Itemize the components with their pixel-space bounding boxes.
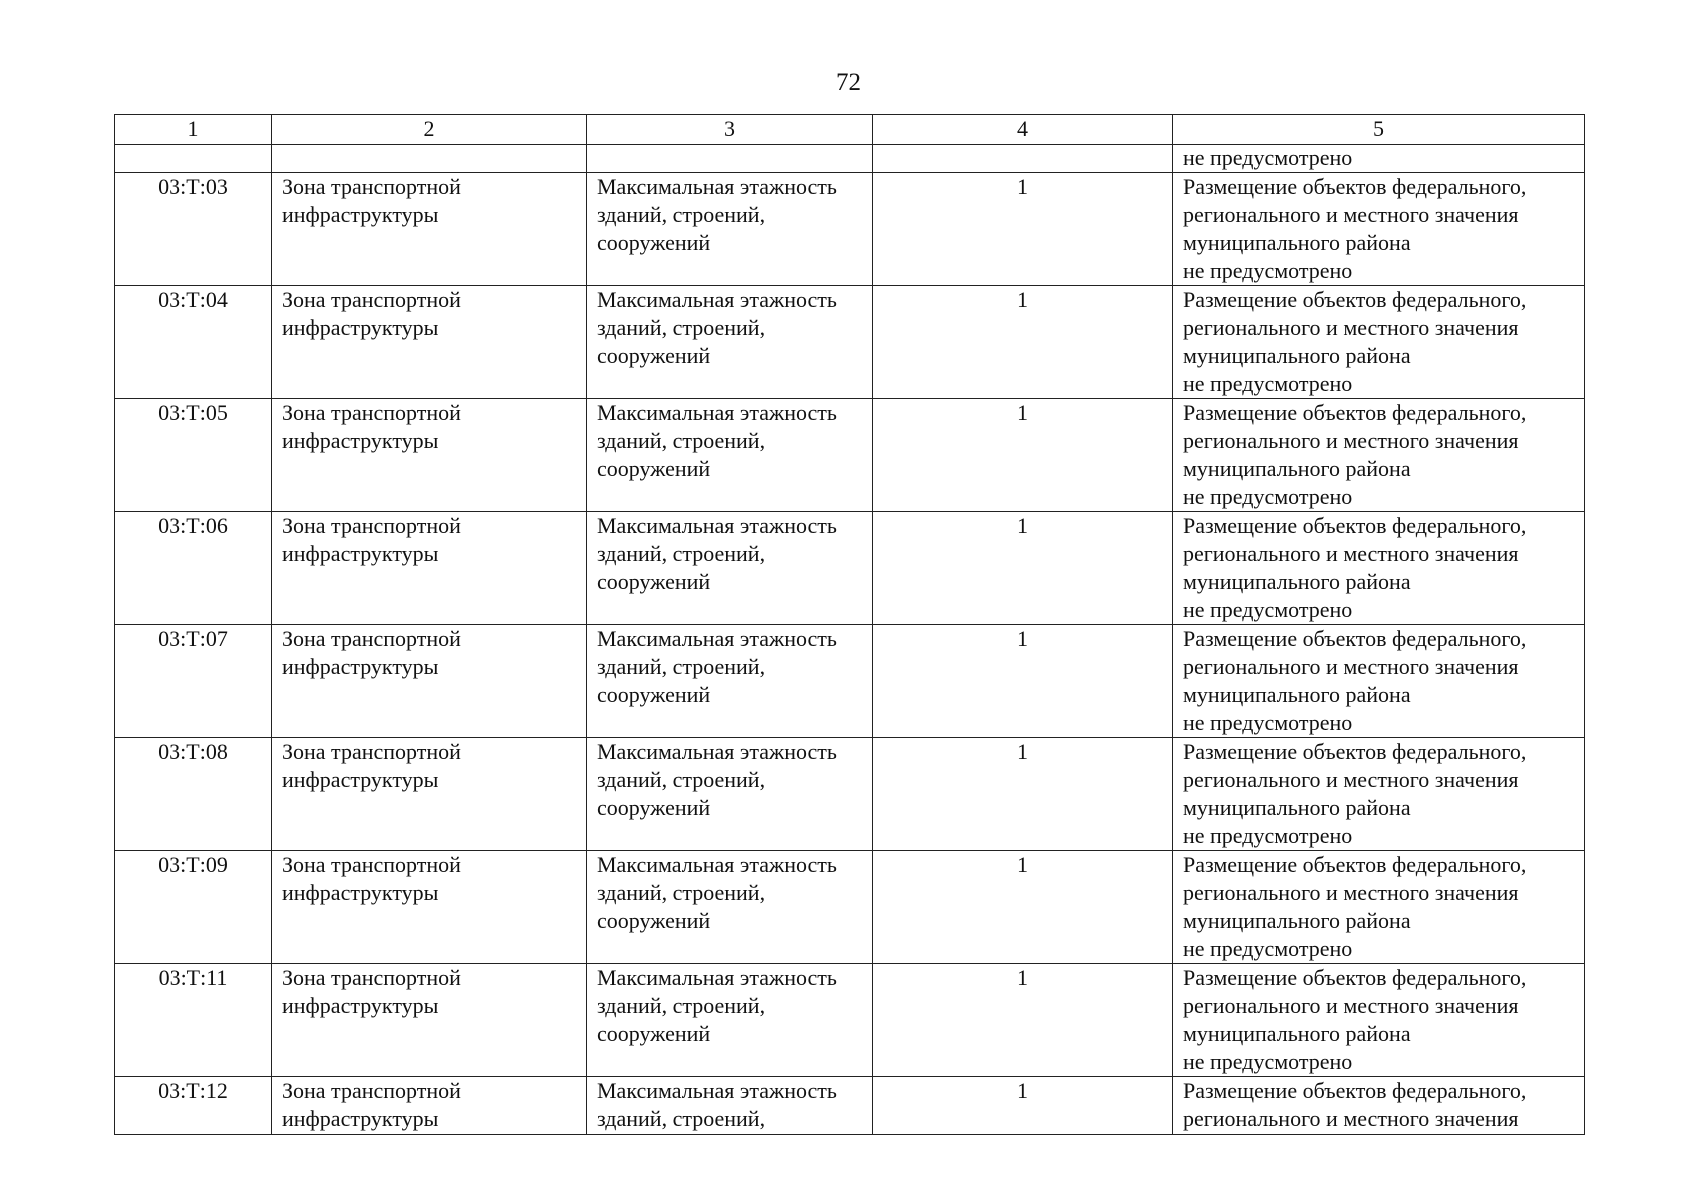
zone-name-line: Зона транспортной [282, 287, 461, 312]
parameter-line: Максимальная этажность [597, 174, 837, 199]
zone-name-line: Зона транспортной [282, 174, 461, 199]
header-cell: 4 [873, 115, 1173, 145]
parameter-cell [587, 625, 873, 738]
value-cell [873, 738, 1173, 851]
table-row [115, 625, 1585, 738]
zone-code-cell [115, 851, 272, 964]
parameter-line: сооружений [597, 908, 711, 933]
parameter-value: 1 [1017, 513, 1028, 538]
parameter-line: зданий, строений, [597, 315, 766, 340]
zone-code-cell [115, 286, 272, 399]
parameter-value: 1 [1017, 1078, 1028, 1103]
zone-name-line: инфраструктуры [282, 202, 439, 227]
note-line: не предусмотрено [1183, 710, 1353, 735]
parameter-line: сооружений [597, 456, 711, 481]
zone-code: 03:Т:07 [158, 626, 228, 651]
note-cell [1173, 625, 1585, 738]
note-cell [1173, 399, 1585, 512]
table-row [115, 1077, 1585, 1135]
note-line: регионального и местного значения [1183, 315, 1519, 340]
note-line: не предусмотрено [1183, 936, 1353, 961]
zone-name-cell [272, 512, 587, 625]
parameter-value: 1 [1017, 965, 1028, 990]
value-cell [873, 964, 1173, 1077]
note-line: муниципального района [1183, 343, 1411, 368]
zone-name-line: инфраструктуры [282, 541, 439, 566]
note-cell [1173, 512, 1585, 625]
parameter-line: сооружений [597, 795, 711, 820]
zone-name-line: Зона транспортной [282, 965, 461, 990]
parameter-line: Максимальная этажность [597, 739, 837, 764]
parameter-cell [587, 738, 873, 851]
parameter-value: 1 [1017, 739, 1028, 764]
zone-code: 03:Т:11 [158, 965, 228, 990]
note-line: не предусмотрено [1183, 371, 1353, 396]
zone-name-cell [272, 173, 587, 286]
parameter-line: Максимальная этажность [597, 287, 837, 312]
parameter-value: 1 [1017, 174, 1028, 199]
table-cell [115, 145, 272, 173]
note-line: Размещение объектов федерального, [1183, 174, 1527, 199]
parameter-line: сооружений [597, 343, 711, 368]
zone-code: 03:Т:09 [158, 852, 228, 877]
parameter-value: 1 [1017, 626, 1028, 651]
zone-code-cell [115, 738, 272, 851]
header-cell: 2 [272, 115, 587, 145]
parameter-cell [587, 1077, 873, 1135]
note-line: не предусмотрено [1183, 1049, 1353, 1074]
zone-code: 03:Т:05 [158, 400, 228, 425]
zone-code-cell [115, 964, 272, 1077]
zone-name-line: Зона транспортной [282, 852, 461, 877]
zone-name-cell [272, 399, 587, 512]
note-line: Размещение объектов федерального, [1183, 852, 1527, 877]
zone-name-line: инфраструктуры [282, 315, 439, 340]
table-row [115, 512, 1585, 625]
parameter-line: зданий, строений, [597, 880, 766, 905]
parameter-line: зданий, строений, [597, 428, 766, 453]
value-cell [873, 173, 1173, 286]
zone-code: 03:Т:04 [158, 287, 228, 312]
note-cell [1173, 286, 1585, 399]
zone-code: 03:Т:08 [158, 739, 228, 764]
zone-name-cell [272, 738, 587, 851]
table-row [115, 286, 1585, 399]
table-cell: не предусмотрено [1173, 145, 1585, 173]
page-number: 72 [836, 69, 861, 96]
parameter-cell [587, 964, 873, 1077]
note-line: регионального и местного значения [1183, 1106, 1519, 1131]
parameter-value: 1 [1017, 287, 1028, 312]
note-line: регионального и местного значения [1183, 654, 1519, 679]
zone-name-line: инфраструктуры [282, 654, 439, 679]
zone-name-line: Зона транспортной [282, 513, 461, 538]
value-cell [873, 286, 1173, 399]
zone-name-line: Зона транспортной [282, 400, 461, 425]
table-row [115, 738, 1585, 851]
table-cell [587, 145, 873, 173]
note-line: муниципального района [1183, 230, 1411, 255]
zone-code-cell [115, 512, 272, 625]
parameter-line: зданий, строений, [597, 202, 766, 227]
value-cell [873, 851, 1173, 964]
parameter-line: Максимальная этажность [597, 965, 837, 990]
table-cell [873, 145, 1173, 173]
note-line: муниципального района [1183, 795, 1411, 820]
table-row [115, 964, 1585, 1077]
parameter-line: сооружений [597, 569, 711, 594]
parameter-cell [587, 173, 873, 286]
parameter-line: сооружений [597, 1021, 711, 1046]
parameter-line: зданий, строений, [597, 767, 766, 792]
note-line: не предусмотрено [1183, 258, 1353, 283]
parameter-line: Максимальная этажность [597, 852, 837, 877]
note-line: не предусмотрено [1183, 823, 1353, 848]
note-line: не предусмотрено [1183, 597, 1353, 622]
note-line: муниципального района [1183, 682, 1411, 707]
parameter-value: 1 [1017, 400, 1028, 425]
parameter-cell [587, 286, 873, 399]
value-cell [873, 1077, 1173, 1135]
note-line: регионального и местного значения [1183, 541, 1519, 566]
parameter-line: сооружений [597, 230, 711, 255]
zone-code-cell [115, 625, 272, 738]
zone-code: 03:Т:06 [158, 513, 228, 538]
note-line: Размещение объектов федерального, [1183, 400, 1527, 425]
zone-name-line: инфраструктуры [282, 1106, 439, 1131]
note-line: регионального и местного значения [1183, 202, 1519, 227]
note-cell [1173, 173, 1585, 286]
parameter-cell [587, 512, 873, 625]
parameter-value: 1 [1017, 852, 1028, 877]
zone-name-line: Зона транспортной [282, 1078, 461, 1103]
parameter-line: зданий, строений, [597, 541, 766, 566]
note-line: регионального и местного значения [1183, 428, 1519, 453]
continuation-row [115, 145, 1585, 173]
note-cell [1173, 851, 1585, 964]
zone-code: 03:Т:12 [158, 1078, 228, 1103]
note-line: муниципального района [1183, 569, 1411, 594]
note-line: муниципального района [1183, 908, 1411, 933]
zone-code-cell [115, 173, 272, 286]
zone-name-line: инфраструктуры [282, 880, 439, 905]
note-line: Размещение объектов федерального, [1183, 965, 1527, 990]
note-line: муниципального района [1183, 456, 1411, 481]
note-line: регионального и местного значения [1183, 880, 1519, 905]
note-line: регионального и местного значения [1183, 993, 1519, 1018]
parameter-line: зданий, строений, [597, 654, 766, 679]
zone-code: 03:Т:03 [158, 174, 228, 199]
zoning-table [114, 114, 1585, 1135]
parameter-line: Максимальная этажность [597, 400, 837, 425]
parameter-cell [587, 851, 873, 964]
zone-name-line: Зона транспортной [282, 739, 461, 764]
note-line: регионального и местного значения [1183, 767, 1519, 792]
note-line: муниципального района [1183, 1021, 1411, 1046]
note-cell [1173, 964, 1585, 1077]
parameter-line: Максимальная этажность [597, 626, 837, 651]
zone-name-cell [272, 625, 587, 738]
note-line: Размещение объектов федерального, [1183, 739, 1527, 764]
zone-code-cell [115, 399, 272, 512]
note-line: Размещение объектов федерального, [1183, 1078, 1527, 1103]
zone-name-line: инфраструктуры [282, 428, 439, 453]
header-cell: 3 [587, 115, 873, 145]
parameter-line: сооружений [597, 682, 711, 707]
header-row [115, 115, 1585, 145]
table-row [115, 399, 1585, 512]
zone-name-cell [272, 1077, 587, 1135]
value-cell [873, 399, 1173, 512]
table-row [115, 851, 1585, 964]
zone-code-cell [115, 1077, 272, 1135]
value-cell [873, 625, 1173, 738]
zone-name-cell [272, 851, 587, 964]
note-cell [1173, 1077, 1585, 1135]
zone-name-line: инфраструктуры [282, 767, 439, 792]
note-line: не предусмотрено [1183, 484, 1353, 509]
note-cell [1173, 738, 1585, 851]
zone-name-cell [272, 964, 587, 1077]
zone-name-line: инфраструктуры [282, 993, 439, 1018]
value-cell [873, 512, 1173, 625]
zone-name-cell [272, 286, 587, 399]
parameter-line: Максимальная этажность [597, 513, 837, 538]
note-line: Размещение объектов федерального, [1183, 287, 1527, 312]
parameter-line: Максимальная этажность [597, 1078, 837, 1103]
parameter-line: зданий, строений, [597, 1106, 766, 1131]
parameter-cell [587, 399, 873, 512]
header-cell: 5 [1173, 115, 1585, 145]
header-cell: 1 [115, 115, 272, 145]
note-line: Размещение объектов федерального, [1183, 626, 1527, 651]
table-row [115, 173, 1585, 286]
parameter-line: зданий, строений, [597, 993, 766, 1018]
note-line: Размещение объектов федерального, [1183, 513, 1527, 538]
zone-name-line: Зона транспортной [282, 626, 461, 651]
table-cell [272, 145, 587, 173]
